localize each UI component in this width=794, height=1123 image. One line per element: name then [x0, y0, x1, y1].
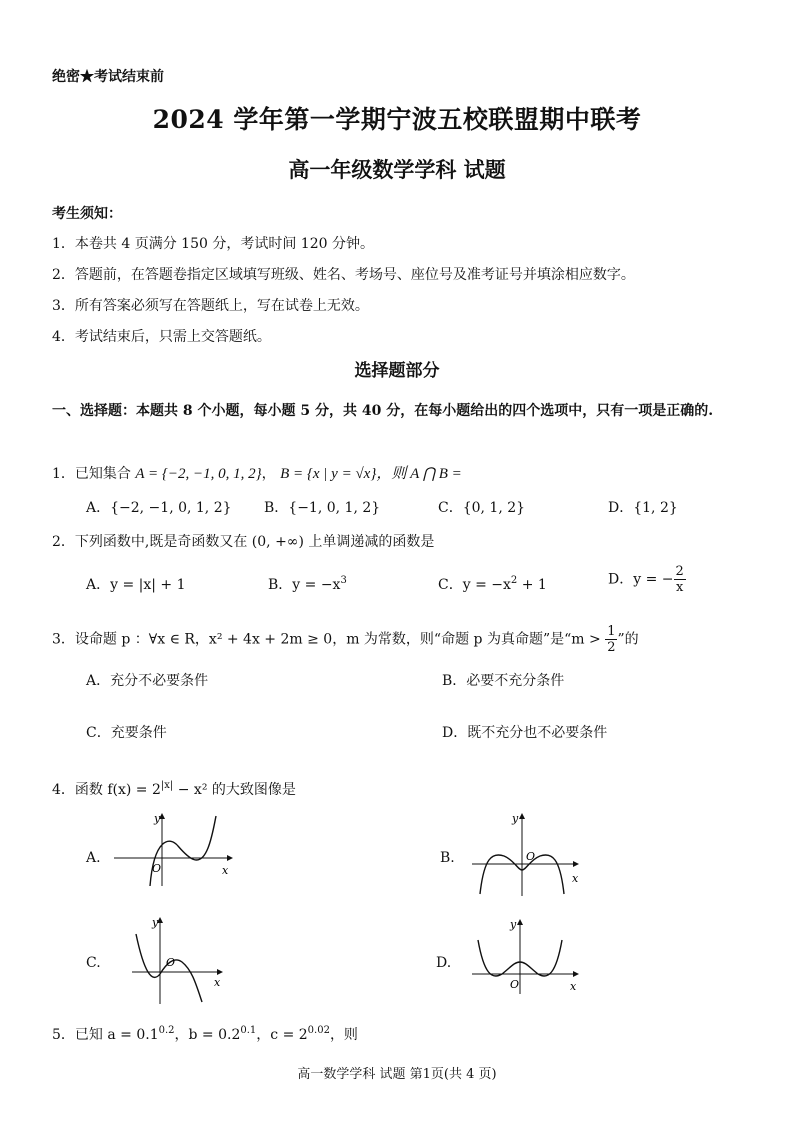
q3-fraction	[605, 624, 617, 655]
q1-option-a: A．{−2, −1, 0, 1, 2}	[86, 500, 232, 516]
curve	[150, 816, 216, 886]
q2-c-exponent: 2	[510, 575, 518, 586]
frac-denominator: 2	[607, 640, 616, 655]
q1-set-a: A = {−2, −1, 0, 1, 2}	[135, 466, 262, 482]
question-3	[52, 624, 639, 655]
q1-option-b: B．{−1, 0, 1, 2}	[264, 500, 381, 516]
q3-post: ”的	[617, 631, 639, 648]
notice-item: 2．答题前，在答题卷指定区域填写班级、姓名、考场号、座位号及准考证号并填涂相应数字。	[52, 267, 635, 283]
q1-ask: ，则 A ⋂ B =	[376, 466, 462, 482]
q3-pre: 3．设命题 p ：∀x ∈ R，x² + 4x + 2m ≥ 0，m 为常数，则“命题 p 为真命题”是“m >	[52, 631, 601, 648]
section-title: 选择题部分	[354, 361, 440, 381]
axis-y-label: y	[152, 916, 159, 929]
question-4	[52, 779, 296, 799]
q5-pre: 5．已知 a = 0.1	[52, 1027, 159, 1043]
origin-label: O	[166, 956, 176, 969]
q4-exponent: |x|	[160, 780, 174, 791]
notice-item: 4．考试结束后，只需上交答题纸。	[52, 329, 271, 345]
notice-item: 3．所有答案必须写在答题纸上，写在试卷上无效。	[52, 298, 369, 314]
q4-graph-b	[470, 808, 585, 898]
q4-graph-a	[112, 808, 242, 888]
q4-graph-d	[470, 914, 585, 999]
top-note: 绝密★考试结束前	[52, 69, 164, 85]
origin-label: O	[152, 862, 162, 875]
q5-a-exponent: 0.2	[158, 1025, 175, 1036]
q2-b-exponent: 3	[340, 575, 347, 586]
frac-numerator: 2	[675, 564, 684, 579]
q1-option-c: C．{0, 1, 2}	[438, 500, 526, 516]
q3-option-c: C．充要条件	[86, 725, 167, 741]
notice-heading: 考生须知：	[52, 206, 122, 222]
q4-graph-c	[130, 912, 230, 1007]
q5-c: ，c = 2	[256, 1027, 308, 1043]
axis-y-label: y	[510, 918, 517, 931]
q5-c-exponent: 0.02	[307, 1025, 330, 1036]
q4-option-b-label: B.	[440, 850, 455, 866]
q3-option-d: D．既不充分也不必要条件	[442, 725, 608, 741]
q2-option-c-text: C．y = −x	[438, 577, 511, 593]
q1-option-d: D．{1, 2}	[608, 500, 678, 516]
q2-option-c	[438, 574, 547, 594]
axis-y-label: y	[512, 812, 519, 825]
q2-option-b-text: B．y = −x	[268, 577, 341, 593]
q2-option-a: A．y = |x| + 1	[86, 577, 186, 593]
q2-c-tail: + 1	[517, 577, 547, 593]
q3-option-b: B．必要不充分条件	[442, 673, 565, 689]
frac-numerator: 1	[607, 624, 616, 639]
q4-option-a-label: A.	[86, 850, 101, 866]
origin-label: O	[526, 850, 536, 863]
q5-b: ，b = 0.2	[174, 1027, 241, 1043]
q1-set-b: B = {x | y = √x}	[280, 466, 377, 482]
origin-label: O	[510, 978, 520, 991]
part-instructions: 一、选择题：本题共 8 个小题，每小题 5 分，共 40 分，在每小题给出的四个选项中，只有一项是正确的.	[52, 403, 714, 419]
page-footer: 高一数学学科 试题 第1页(共 4 页)	[297, 1067, 497, 1082]
axis-x-label: x	[222, 864, 229, 877]
q2-option-b	[268, 574, 347, 594]
question-1: 1．已知集合 A = {−2, −1, 0, 1, 2}， B = {x | y = √x}，则 A ⋂ B =	[52, 466, 462, 482]
notice-item: 1．本卷共 4 页满分 150 分，考试时间 120 分钟。	[52, 236, 374, 252]
q2-option-d	[608, 564, 686, 595]
axis-x-label: x	[572, 872, 579, 885]
q4-pre: 4．函数 f(x) = 2	[52, 782, 161, 798]
q4-post: − x² 的大致图像是	[173, 782, 296, 798]
axis-y-label: y	[154, 812, 161, 825]
q2-option-d-text: D．y = −	[608, 571, 674, 588]
q5-post: ，则	[329, 1027, 358, 1043]
q3-option-a: A．充分不必要条件	[86, 673, 209, 689]
q5-b-exponent: 0.1	[240, 1025, 257, 1036]
q4-option-d-label: D.	[436, 955, 452, 971]
question-2: 2．下列函数中,既是奇函数又在 (0, +∞) 上单调递减的函数是	[52, 534, 435, 550]
frac-denominator: x	[675, 580, 684, 595]
page-title: 2024 学年第一学期宁波五校联盟期中联考	[152, 105, 642, 134]
q1-lead: 1．已知集合	[52, 466, 131, 482]
q2-d-fraction	[674, 564, 686, 595]
axis-x-label: x	[570, 980, 577, 993]
axis-x-label: x	[214, 976, 221, 989]
page-subtitle: 高一年级数学学科 试题	[288, 157, 506, 182]
q4-option-c-label: C.	[86, 955, 101, 971]
question-5	[52, 1024, 358, 1044]
